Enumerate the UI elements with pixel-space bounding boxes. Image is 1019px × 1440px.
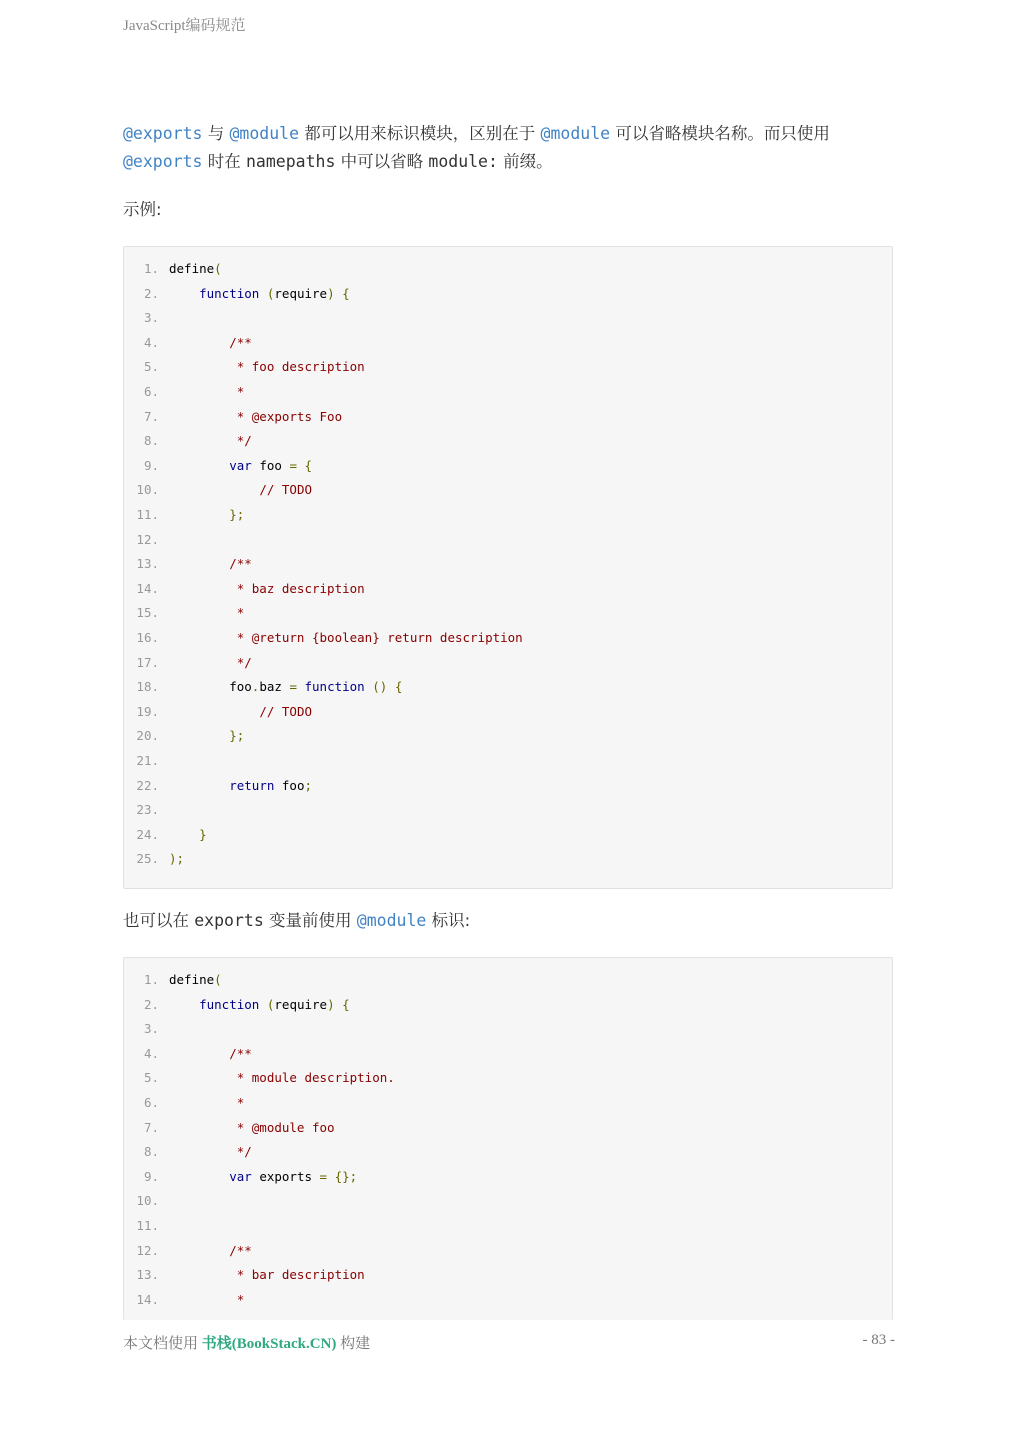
code-token: * <box>169 1291 245 1307</box>
line-number: 3. <box>143 1021 159 1037</box>
code-line <box>124 1165 357 1190</box>
line-number: 1. <box>143 972 159 987</box>
code-token: var <box>229 1168 252 1184</box>
line-number: 6. <box>143 384 159 399</box>
code-line <box>124 823 207 848</box>
code-token: define <box>169 972 215 987</box>
code-token: * bar description <box>169 1267 365 1283</box>
code-line <box>124 626 523 651</box>
code-token: = <box>289 679 297 695</box>
code-token: { <box>342 285 350 301</box>
mid-text-3: 标识: <box>426 911 471 930</box>
line-number: 2. <box>143 996 159 1012</box>
footer-prefix: 本文档使用 <box>123 1336 202 1352</box>
code-line <box>124 798 169 823</box>
line-number: 13. <box>136 556 159 572</box>
code-line <box>124 1066 395 1091</box>
page-header-title: JavaScript编码规范 <box>123 18 246 34</box>
code-line <box>124 552 252 577</box>
code-line <box>124 528 169 553</box>
code-token: * foo description <box>169 359 365 375</box>
line-number: 11. <box>136 507 159 522</box>
code-token <box>259 286 267 301</box>
line-number: 16. <box>136 630 159 645</box>
code-token: ) <box>327 285 335 301</box>
code-token: */ <box>169 1144 252 1160</box>
code-token: var <box>229 457 252 473</box>
inline-code-exports: exports <box>194 911 264 930</box>
code-token: require <box>274 285 328 301</box>
module-tag: @module <box>540 124 611 143</box>
code-block-exports <box>123 246 893 889</box>
code-line <box>124 651 252 676</box>
code-token: ( <box>266 996 275 1012</box>
line-number: 19. <box>136 703 159 719</box>
code-token <box>169 728 229 743</box>
code-line <box>124 331 252 356</box>
code-token: * @exports Foo <box>169 408 343 424</box>
mid-text-2: 变量前使用 <box>263 911 357 930</box>
code-token <box>169 778 229 793</box>
line-number: 8. <box>143 433 159 449</box>
code-line <box>124 724 244 749</box>
code-token: = <box>289 457 297 473</box>
intro-text-3: 可以省略模块名称。而只使用 <box>610 124 830 143</box>
code-token: () <box>372 679 388 695</box>
code-token: ; <box>304 777 313 793</box>
code-token: }; <box>229 507 245 522</box>
line-number: 25. <box>136 851 159 867</box>
code-token <box>169 704 259 719</box>
intro-text-6: 前缀。 <box>497 152 553 171</box>
code-token: * module description. <box>169 1070 395 1086</box>
module-tag: @module <box>229 124 300 143</box>
inline-code-namepaths: namepaths <box>245 152 336 171</box>
code-token: function <box>199 996 260 1012</box>
line-number: 24. <box>136 826 159 842</box>
code-line <box>124 1116 335 1141</box>
code-token: function <box>304 679 365 695</box>
line-number: 14. <box>136 580 159 596</box>
code-token <box>335 286 343 301</box>
line-number: 17. <box>136 654 159 670</box>
line-number: 5. <box>143 359 159 375</box>
line-number: 4. <box>143 1045 159 1061</box>
code-token <box>259 997 267 1012</box>
line-number: 1. <box>143 261 159 276</box>
line-number: 18. <box>136 679 159 695</box>
code-token: . <box>251 679 260 695</box>
line-number: 5. <box>143 1070 159 1086</box>
code-token: * @module foo <box>169 1119 335 1135</box>
code-token: require <box>274 996 328 1012</box>
code-token: /** <box>229 556 252 572</box>
code-token: ( <box>214 972 222 987</box>
line-number: 2. <box>143 285 159 301</box>
code-line <box>124 1239 252 1264</box>
line-number: 22. <box>136 777 159 793</box>
code-token <box>327 1169 335 1184</box>
code-line <box>124 405 342 430</box>
line-number: 12. <box>136 531 159 547</box>
code-token <box>169 1243 229 1258</box>
module-usage-paragraph <box>123 907 903 935</box>
code-token: = <box>319 1168 328 1184</box>
code-token: // TODO <box>259 703 312 719</box>
line-number: 10. <box>136 1193 159 1209</box>
code-line <box>124 380 244 405</box>
code-token <box>169 1046 229 1061</box>
code-line <box>124 306 169 331</box>
line-number: 4. <box>143 334 159 350</box>
line-number: 6. <box>143 1095 159 1110</box>
code-token: function <box>199 285 260 301</box>
code-line <box>124 968 222 993</box>
code-token: ) <box>327 996 335 1012</box>
code-token: }; <box>229 728 245 744</box>
line-number: 7. <box>143 408 159 424</box>
line-number: 21. <box>136 753 159 768</box>
code-token <box>169 286 199 301</box>
code-token <box>335 997 343 1012</box>
code-token: define <box>169 261 215 276</box>
code-token <box>169 556 229 571</box>
line-number: 14. <box>136 1291 159 1307</box>
line-number: 3. <box>143 310 159 326</box>
code-token: return <box>229 777 275 793</box>
code-token: { <box>394 679 403 695</box>
intro-text-5: 中可以省略 <box>335 152 429 171</box>
mid-text-1: 也可以在 <box>123 911 195 930</box>
code-line <box>124 454 312 479</box>
code-token: // TODO <box>259 482 312 498</box>
line-number: 12. <box>136 1242 159 1258</box>
code-line <box>124 503 244 528</box>
line-number: 20. <box>136 728 159 744</box>
line-number: 15. <box>136 605 159 621</box>
code-line <box>124 1091 244 1116</box>
code-token: foo <box>251 457 290 473</box>
code-line <box>124 1263 365 1288</box>
code-token: /** <box>229 1045 252 1061</box>
code-token: * <box>169 605 245 621</box>
code-token <box>169 827 199 842</box>
code-token <box>169 1169 229 1184</box>
code-token: {}; <box>334 1168 358 1184</box>
code-line <box>124 993 350 1018</box>
line-number: 11. <box>136 1218 159 1233</box>
code-block-module <box>123 957 893 1320</box>
code-line <box>124 1288 244 1313</box>
code-line <box>124 601 244 626</box>
code-line <box>124 577 365 602</box>
bookstack-link[interactable]: 书栈(BookStack.CN) <box>201 1336 337 1352</box>
code-token: * baz description <box>169 580 365 596</box>
code-line <box>124 1214 169 1239</box>
code-token: { <box>304 457 313 473</box>
code-token <box>169 458 229 473</box>
code-token <box>169 482 259 497</box>
code-token <box>169 997 199 1012</box>
module-tag: @module <box>356 911 427 930</box>
line-number: 7. <box>143 1119 159 1135</box>
code-line <box>124 774 312 799</box>
example-label: 示例: <box>123 200 162 219</box>
code-token <box>297 679 305 694</box>
code-line <box>124 700 312 725</box>
code-token: exports <box>251 1168 320 1184</box>
intro-text-4: 时在 <box>202 152 246 171</box>
code-token: } <box>199 826 207 842</box>
code-line <box>124 429 252 454</box>
code-line <box>124 847 184 872</box>
code-token: ); <box>169 851 185 867</box>
code-token <box>297 458 305 473</box>
code-token: * <box>169 384 245 399</box>
inline-code-module-prefix: module: <box>428 152 498 171</box>
code-line <box>124 355 365 380</box>
code-token: baz <box>259 679 290 695</box>
line-number: 8. <box>143 1144 159 1160</box>
code-token <box>387 679 395 694</box>
exports-tag: @exports <box>123 152 203 171</box>
code-token: foo <box>169 679 252 695</box>
code-line <box>124 749 169 774</box>
intro-text-2: 都可以用来标识模块，区别在于 <box>299 124 541 143</box>
code-line <box>124 1017 169 1042</box>
page-number: - 83 - <box>862 1332 895 1348</box>
code-token: */ <box>169 433 252 449</box>
code-line <box>124 257 222 282</box>
code-token <box>169 335 229 350</box>
code-token: * @return {boolean} return description <box>169 630 523 645</box>
code-token: foo <box>274 777 305 793</box>
code-token: * <box>169 1095 245 1110</box>
code-token: ( <box>214 261 222 276</box>
code-token: ( <box>266 285 275 301</box>
code-line <box>124 675 402 700</box>
page-footer <box>123 1332 895 1353</box>
line-number: 9. <box>143 457 159 473</box>
code-token: /** <box>229 1242 252 1258</box>
code-line <box>124 1140 252 1165</box>
code-line <box>124 1189 169 1214</box>
code-token: { <box>342 996 350 1012</box>
code-line <box>124 1042 252 1067</box>
code-line <box>124 282 350 307</box>
code-line <box>124 478 312 503</box>
code-token: /** <box>229 334 252 350</box>
line-number: 13. <box>136 1267 159 1283</box>
line-number: 9. <box>143 1168 159 1184</box>
code-token <box>169 507 229 522</box>
code-token: */ <box>169 654 252 670</box>
intro-text-1: 与 <box>202 124 230 143</box>
line-number: 10. <box>136 482 159 498</box>
line-number: 23. <box>136 802 159 818</box>
intro-paragraph <box>123 120 903 176</box>
exports-tag: @exports <box>123 124 203 143</box>
footer-suffix: 构建 <box>336 1336 371 1352</box>
